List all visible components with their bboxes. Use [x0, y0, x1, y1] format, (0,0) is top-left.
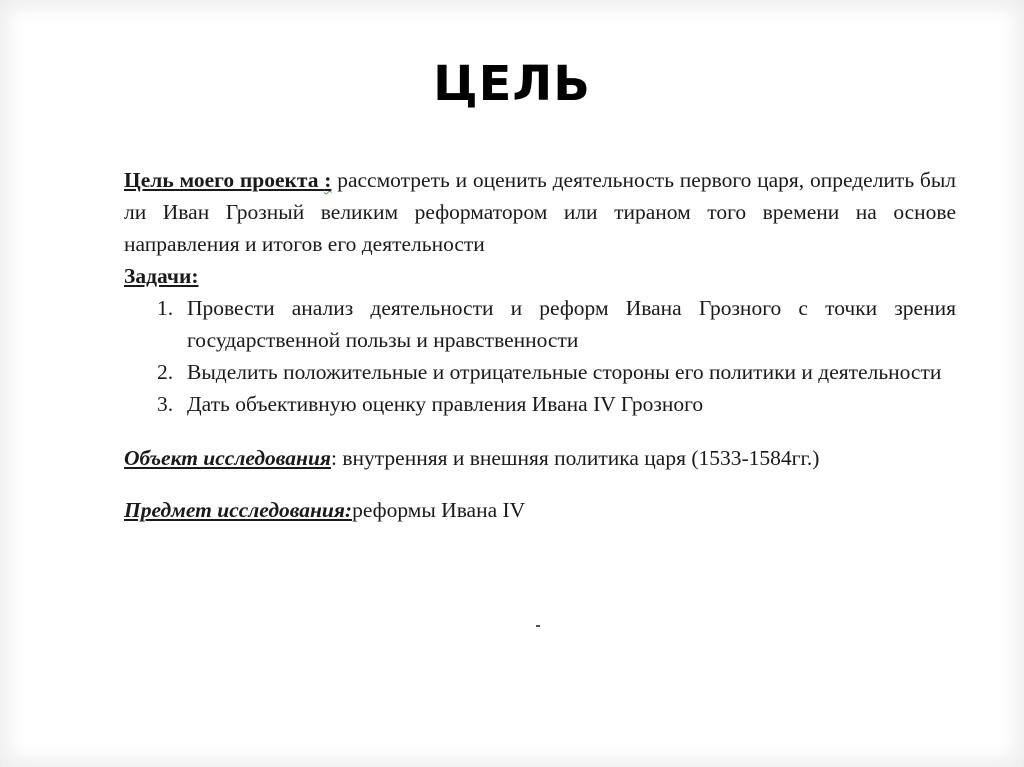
goal-paragraph [124, 164, 956, 260]
goal-label [124, 168, 331, 192]
task-text: Выделить положительные и отрицательные стороны его политики и деятельности [187, 360, 942, 384]
spacer [124, 420, 956, 442]
document-body [124, 164, 956, 526]
spacer [124, 474, 956, 494]
task-item [124, 356, 956, 388]
goal-label-colon: : [324, 168, 332, 192]
tasks-list [124, 292, 956, 420]
subject-text: реформы Ивана IV [352, 498, 526, 522]
task-item [124, 388, 956, 420]
task-number: 1. [157, 296, 174, 320]
goal-text: рассмотреть и оценить деятельность первого царя, определить был ли Иван Грозный великим реформатором или тираном того времени на основе направления и итогов его деятельности [124, 168, 957, 256]
task-text: Дать объективную оценку правления Ивана IV Грозного [187, 392, 704, 416]
object-text: : внутренняя и внешняя политика царя (1533-1584гг.) [330, 446, 820, 470]
task-number: 3. [157, 392, 174, 416]
tasks-heading: Задачи: [124, 264, 199, 288]
task-text: Провести анализ деятельности и реформ Ивана Грозного с точки зрения государственной пользы и нравственности [187, 296, 956, 352]
stray-dot [536, 625, 540, 627]
subject-paragraph [124, 494, 956, 526]
object-label: Объект исследования [124, 446, 331, 470]
goal-label-text: Цель моего проекта [124, 168, 319, 192]
task-number: 2. [157, 360, 174, 384]
subject-label: Предмет исследования: [124, 498, 353, 522]
task-item [124, 292, 956, 356]
tasks-heading-row [124, 260, 956, 292]
slide-title: ЦЕЛЬ [433, 56, 591, 112]
object-paragraph [124, 442, 956, 474]
